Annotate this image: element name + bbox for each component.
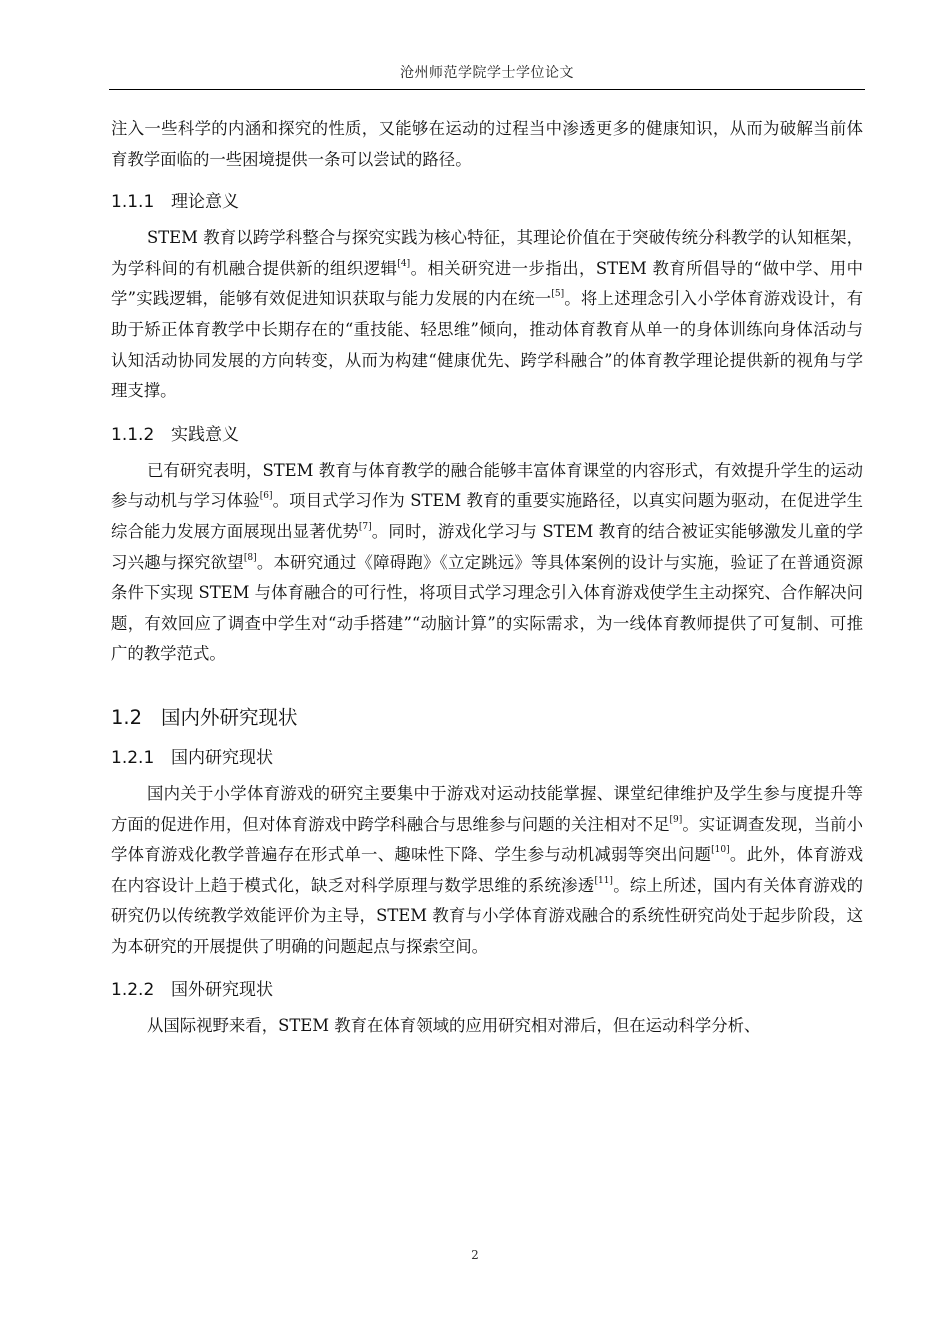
heading-title: 国外研究现状: [171, 980, 273, 1001]
citation: [6]: [259, 491, 273, 502]
heading-title: 实践意义: [171, 424, 239, 445]
text-run: 已有研究表明，STEM 教育与体育教学的融合能够丰富体育课堂的内容形式，有效提升学生的运动参与动机与学习体验: [111, 460, 863, 511]
citation: [7]: [358, 521, 372, 532]
text-run: 。实证调查发现，当前小学体育游戏化教学普遍存在形式单一、趣味性下降、学生参与动机减弱等突出问题: [111, 814, 864, 865]
text-run: 。相关研究进一步指出，STEM 教育所倡导的“做中学、用中学”实践逻辑，能够有效促进知识获取与能力发展的内在统一: [111, 258, 864, 309]
heading-1-1-2: [111, 423, 863, 447]
heading-1-2-1: [111, 746, 863, 770]
citation: [9]: [669, 814, 683, 825]
running-header: 沧州师范学院学士学位论文: [400, 65, 574, 81]
text-run: 。将上述理念引入小学体育游戏设计，有助于矫正体育教学中长期存在的“重技能、轻思维”倾向，推动体育教育从单一的身体训练向身体活动与认知活动协同发展的方向转变，从而为构建“健康优先、跨学科融合”的体育教学理论提供新的视角与学理支撑。: [111, 289, 863, 401]
heading-number: 1.2.1: [111, 747, 155, 768]
heading-number: 1.1.1: [111, 192, 155, 213]
paragraph-domestic: [111, 779, 863, 963]
text-run: 。本研究通过《障碍跑》《立定跳远》等具体案例的设计与实施，验证了在普通资源条件下实现 STEM 与体育融合的可行性，将项目式学习理念引入体育游戏使学生主动探究、合作解决问题，有效回应了调查中学生对“动手搭建”“动脑计算”的实际需求，为一线体育教师提供了可复制、可推广的教学范式。: [111, 552, 863, 664]
heading-number: 1.2: [111, 705, 143, 729]
heading-1-2-2: [111, 978, 863, 1002]
citation: [8]: [243, 552, 257, 563]
heading-1-1-1: [111, 190, 863, 214]
page-number: 2: [471, 1248, 479, 1262]
citation: [5]: [551, 289, 565, 300]
text-run: 。项目式学习作为 STEM 教育的重要实施路径，以真实问题为驱动，在促进学生综合能力发展方面展现出显著优势: [111, 491, 864, 541]
intro-paragraph: 注入一些科学的内涵和探究的性质，又能够在运动的过程当中渗透更多的健康知识，从而为破解当前体育教学面临的一些困境提供一条可以尝试的路径。: [111, 119, 863, 169]
heading-title: 理论意义: [171, 192, 239, 213]
page-body: [111, 114, 863, 1042]
citation: [11]: [594, 875, 613, 886]
header-rule: [109, 89, 865, 90]
text-run: STEM 教育以跨学科整合与探究实践为核心特征，其理论价值在于突破传统分科教学的认知框架，为学科间的有机融合提供新的组织逻辑: [111, 228, 863, 278]
citation: [10]: [711, 845, 730, 856]
citation: [4]: [397, 258, 411, 269]
heading-1-2: [111, 704, 863, 732]
paragraph-foreign: 从国际视野来看，STEM 教育在体育领域的应用研究相对滞后，但在运动科学分析、: [147, 1016, 761, 1036]
heading-title: 国内外研究现状: [161, 705, 298, 729]
heading-number: 1.2.2: [111, 980, 155, 1001]
text-run: 。同时，游戏化学习与 STEM 教育的结合被证实能够激发儿童的学习兴趣与探究欲望: [111, 521, 864, 572]
heading-number: 1.1.2: [111, 424, 155, 445]
paragraph-practice: [111, 456, 863, 670]
text-run: 国内关于小学体育游戏的研究主要集中于游戏对运动技能掌握、课堂纪律维护及学生参与度提升等方面的促进作用，但对体育游戏中跨学科融合与思维参与问题的关注相对不足: [111, 783, 863, 834]
text-run: 。此外，体育游戏在内容设计上趋于模式化，缺乏对科学原理与数学思维的系统渗透: [111, 845, 864, 895]
paragraph-theory: [111, 223, 863, 407]
text-run: 。综上所述，国内有关体育游戏的研究仍以传统教学效能评价为主导，STEM 教育与小学体育游戏融合的系统性研究尚处于起步阶段，这为本研究的开展提供了明确的问题起点与探索空间。: [111, 875, 863, 956]
heading-title: 国内研究现状: [171, 747, 273, 768]
